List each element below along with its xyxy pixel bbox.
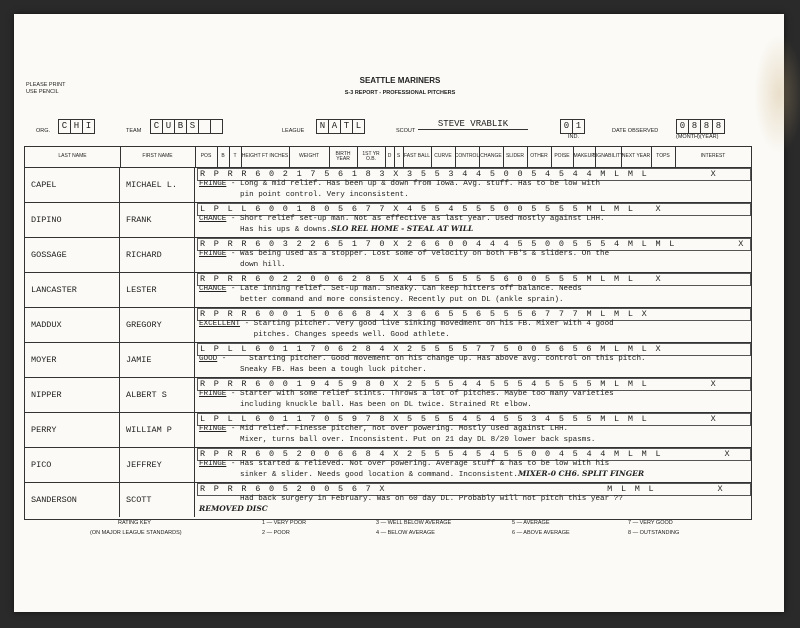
remarks-line-1: Had back surgery in February. Was on 60 day DL. Probably will not pitch this year ?? — [199, 495, 623, 503]
rating-key-item: 6 — ABOVE AVERAGE — [512, 530, 570, 536]
rating-key-item: 1 — VERY POOR — [262, 520, 307, 526]
team-char: B — [175, 120, 187, 133]
rating-codes[interactable]: R P R R 6 0 0 1 9 4 5 9 8 0 X 2 5 5 5 4 4 5 5 5 4 5 5 5 5 M L M L X — [197, 378, 751, 391]
handwritten-note: MIXER-0 CH6. SPLIT FINGER — [518, 469, 645, 478]
date-char: 8 — [701, 120, 713, 133]
league-char: N — [317, 120, 329, 133]
remarks — [199, 250, 609, 270]
remarks-line-2: down hill. — [199, 261, 286, 269]
handwritten-note: REMOVED DISC — [199, 504, 268, 513]
last-name-cell[interactable]: DIPINO — [25, 202, 120, 237]
scout-field[interactable]: STEVE VRABLIK — [418, 119, 528, 130]
last-name-cell[interactable]: MADDUX — [25, 307, 120, 342]
league-char: A — [329, 120, 341, 133]
table-row — [25, 377, 751, 413]
league-char: T — [341, 120, 353, 133]
last-name-cell[interactable]: CAPEL — [25, 167, 120, 202]
col-slider: SLIDER — [503, 147, 528, 167]
date-label: DATE OBSERVED — [612, 128, 659, 134]
remarks-line-2: pin point control. Very inconsistent. — [199, 191, 409, 199]
last-name-cell[interactable]: LANCASTER — [25, 272, 120, 307]
first-name-cell[interactable]: MICHAEL L. — [120, 167, 195, 202]
col-curve: CURVE — [431, 147, 456, 167]
remarks — [199, 355, 646, 375]
col-height: HEIGHT FT INCHES — [241, 147, 290, 167]
last-name-cell[interactable]: GOSSAGE — [25, 237, 120, 272]
date-char: 8 — [715, 121, 722, 131]
table-row — [25, 272, 751, 308]
remarks-line-1: - Mid relief. Finesse pitcher, not over powering. Mostly used against LHH. — [226, 425, 569, 433]
last-name-cell[interactable]: PICO — [25, 447, 120, 482]
league-field[interactable] — [316, 119, 365, 134]
date-field[interactable] — [676, 119, 725, 134]
rating-key-item: 3 — WELL BELOW AVERAGE — [376, 520, 452, 526]
last-name-cell[interactable]: PERRY — [25, 412, 120, 447]
ind-label: IND. — [568, 134, 579, 140]
rating-codes[interactable]: L P L L 6 0 1 1 7 0 6 2 8 4 X 2 5 5 5 5 7 7 5 0 0 5 6 5 6 M L M L X — [197, 343, 751, 356]
league-char: L — [355, 121, 362, 131]
remarks — [199, 495, 623, 515]
paper-stain — [754, 34, 800, 154]
report-subtitle: S-3 REPORT - PROFESSIONAL PITCHERS — [344, 90, 456, 96]
team-char — [199, 120, 211, 133]
grade-label: FRINGE — [199, 425, 227, 433]
remarks-line-1: - Short relief set-up man. Not as effective as last year. Used mostly against LHH. — [226, 215, 605, 223]
rating-codes[interactable]: R P R R 6 0 5 2 0 0 5 6 7 X M L M L X — [197, 483, 751, 496]
team-label: TEAM — [126, 128, 142, 134]
remarks-line-1: - Long & mid relief. Has been up & down from Iowa. Avg. stuff. Has to be low with — [226, 180, 601, 188]
col-weight: WEIGHT — [289, 147, 330, 167]
team-char — [211, 120, 222, 133]
table-row — [25, 237, 751, 273]
first-name-cell[interactable]: JEFFREY — [120, 447, 195, 482]
remarks — [199, 215, 605, 235]
remarks-line-2: sinker & slider. Needs good location & command. Inconsistent. — [199, 471, 518, 479]
col-makeup: MAKEUP — [573, 147, 596, 167]
col-fastball: FAST BALL — [403, 147, 432, 167]
rating-codes[interactable]: L P L L 6 0 0 1 8 0 5 6 7 7 X 4 5 5 4 5 5 5 0 0 5 5 5 5 M L M L X — [197, 203, 751, 216]
date-char: 0 — [677, 120, 689, 133]
ind-char: 0 — [561, 120, 573, 133]
remarks — [199, 425, 595, 445]
rating-key-item: 8 — OUTSTANDING — [628, 530, 680, 536]
remarks-line-2: Has his ups & downs. — [199, 226, 332, 234]
col-signability: SIGNABILITY — [595, 147, 622, 167]
table-row — [25, 342, 751, 378]
table-row — [25, 447, 751, 483]
grade-label: FRINGE — [199, 250, 227, 258]
rating-key-item: 2 — POOR — [262, 530, 290, 536]
table-row — [25, 167, 751, 203]
org-char: C — [59, 120, 71, 133]
first-name-cell[interactable]: WILLIAM P — [120, 412, 195, 447]
col-last-name: LAST NAME — [25, 147, 121, 167]
col-t: T — [229, 147, 242, 167]
grade-label: CHANCE — [199, 285, 227, 293]
first-name-cell[interactable]: ALBERT S — [120, 377, 195, 412]
col-pos: POS — [195, 147, 218, 167]
rating-codes[interactable]: R P R R 6 0 2 2 0 0 6 2 8 5 X 4 5 5 5 5 5 5 6 0 0 5 5 5 M L M L X — [197, 273, 751, 286]
col-poise: POISE — [551, 147, 574, 167]
table-row — [25, 307, 751, 343]
grade-label: FRINGE — [199, 390, 227, 398]
report-title: SEATTLE MARINERS — [359, 76, 441, 85]
first-name-cell[interactable]: JAMIE — [120, 342, 195, 377]
remarks — [199, 320, 614, 340]
first-name-cell[interactable]: GREGORY — [120, 307, 195, 342]
grade-label: FRINGE — [199, 180, 227, 188]
col-change: CHANGE — [479, 147, 504, 167]
remarks-line-2: better command and more consistency. Recently put on DL (ankle sprain). — [199, 296, 564, 304]
org-char: H — [71, 120, 83, 133]
please-print-note: PLEASE PRINT USE PENCIL — [26, 82, 66, 95]
table-row — [25, 412, 751, 448]
rating-key-subtitle: (ON MAJOR LEAGUE STANDARDS) — [90, 530, 182, 536]
col-d: D — [385, 147, 395, 167]
last-name-cell[interactable]: MOYER — [25, 342, 120, 377]
rating-codes[interactable]: R P R R 6 0 5 2 0 0 6 6 8 4 X 2 5 5 5 4 5 4 5 5 0 0 4 5 4 4 M L M L X — [197, 448, 751, 461]
pitcher-table — [24, 146, 752, 520]
team-char: U — [163, 120, 175, 133]
grade-label: EXCELLENT — [199, 320, 241, 328]
first-name-cell[interactable]: RICHARD — [120, 237, 195, 272]
org-label: ORG. — [36, 128, 51, 134]
col-first-yr: 1ST YR O.B. — [357, 147, 386, 167]
first-name-cell[interactable]: SCOTT — [120, 482, 195, 517]
remarks-line-2: Sneaky FB. Has been a tough luck pitcher. — [199, 366, 427, 374]
remarks — [199, 390, 614, 410]
col-next-year: NEXT YEAR — [621, 147, 652, 167]
last-name-cell[interactable]: SANDERSON — [25, 482, 120, 517]
remarks-line-1: - Was being used as a stopper. Lost some of velocity on both FB's & sliders. On the — [226, 250, 610, 258]
col-birth-year: BIRTH YEAR — [329, 147, 358, 167]
remarks-line-1: - Starting pitcher. Good movement on his change up. Has above avg. control on this pitch. — [217, 355, 646, 363]
rating-key-item: 7 — VERY GOOD — [628, 520, 673, 526]
ind-char: 1 — [575, 121, 582, 131]
table-row — [25, 202, 751, 238]
team-char: C — [151, 120, 163, 133]
col-control: CONTROL — [455, 147, 480, 167]
table-row — [25, 482, 751, 517]
rating-codes[interactable]: R P R R 6 0 2 1 7 5 6 1 8 3 X 3 5 5 3 4 4 5 0 0 5 4 5 4 4 M L M L X — [197, 168, 751, 181]
date-char: 8 — [689, 120, 701, 133]
team-char: S — [187, 120, 199, 133]
rating-key-title: RATING KEY — [118, 520, 151, 526]
remarks-line-1: - Starter with some relief stints. Throws a lot of pitches. Maybe too many varieties — [226, 390, 614, 398]
remarks-line-1: - Has started & relieved. Not over powering. Average stuff & has to be low with his — [226, 460, 610, 468]
table-header — [25, 147, 751, 168]
grade-label: FRINGE — [199, 460, 227, 468]
grade-label: GOOD — [199, 355, 218, 363]
first-name-cell[interactable]: FRANK — [120, 202, 195, 237]
org-char: I — [85, 121, 92, 131]
date-format-label: (MONTH)(YEAR) — [676, 134, 719, 140]
first-name-cell[interactable]: LESTER — [120, 272, 195, 307]
col-s: S — [394, 147, 404, 167]
team-field[interactable] — [150, 119, 223, 134]
col-other: OTHER — [527, 147, 552, 167]
remarks — [199, 180, 600, 200]
rating-codes[interactable]: R P R R 6 0 0 1 5 0 6 6 8 4 X 3 6 6 5 5 6 5 5 5 6 7 7 7 M L M L X — [197, 308, 751, 321]
remarks — [199, 285, 582, 305]
remarks-line-2: pitches. Changes speeds well. Good athlete. — [199, 331, 450, 339]
handwritten-note: SLO REL HOME - STEAL AT WILL — [331, 224, 474, 233]
org-field[interactable] — [58, 119, 95, 134]
last-name-cell[interactable]: NIPPER — [25, 377, 120, 412]
col-first-name: FIRST NAME — [120, 147, 196, 167]
remarks-line-1: - Late inning relief. Set-up man. Sneaky. Can keep hitters off balance. Needs — [226, 285, 582, 293]
rating-codes[interactable]: R P R R 6 0 3 2 2 6 5 1 7 0 X 2 6 6 0 0 4 4 4 5 5 0 0 5 5 5 4 M L M L X — [197, 238, 751, 251]
rating-key-item: 4 — BELOW AVERAGE — [376, 530, 435, 536]
ind-field[interactable] — [560, 119, 585, 134]
remarks-line-2: including knuckle ball. Has been on DL twice. Strained Rt elbow. — [199, 401, 532, 409]
col-tops: TOPS — [651, 147, 676, 167]
league-label: LEAGUE — [282, 128, 305, 134]
col-interest: INTEREST — [700, 153, 726, 160]
remarks-line-1: - Starting pitcher. Very good live sinking movedment on his FB. Mixer with 4 good — [240, 320, 614, 328]
remarks-line-2: Mixer, turns ball over. Inconsistent. Put on 21 day DL 8/20 lower back spasms. — [199, 436, 596, 444]
remarks — [199, 460, 644, 480]
col-b: B — [217, 147, 230, 167]
rating-key-item: 5 — AVERAGE — [512, 520, 550, 526]
grade-label: CHANCE — [199, 215, 227, 223]
scout-label: SCOUT — [396, 128, 416, 134]
rating-codes[interactable]: L P L L 6 0 1 1 7 0 5 9 7 8 X 5 5 5 5 4 5 4 5 5 3 4 5 5 5 M L M L X — [197, 413, 751, 426]
